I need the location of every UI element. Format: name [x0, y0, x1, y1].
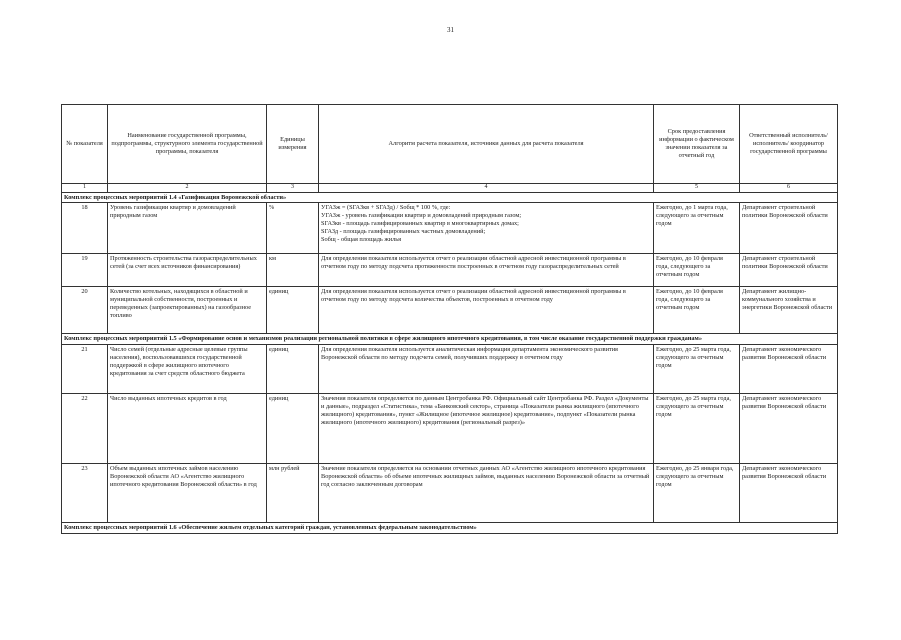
table-row	[62, 464, 838, 523]
row-term: Ежегодно, до 25 марта года, следующего за отчетным годом	[654, 394, 740, 464]
row-term: Ежегодно, до 25 января года, следующего за отчетным годом	[654, 464, 740, 523]
row-term: Ежегодно, до 10 февраля года, следующего за отчетным годом	[654, 287, 740, 334]
table-header-row	[62, 105, 838, 184]
row-algorithm: Для определения показателя используется отчет о реализации областной адресной инвестиционной программы в отчетном году по методу подсчета количества объектов, построенных в отчетном году	[319, 287, 654, 334]
column-number: 1	[62, 184, 108, 193]
row-name: Объем выданных ипотечных займов населению Воронежской области АО «Агентство жилищного ипотечного кредитования Воронежской области» в год	[108, 464, 267, 523]
row-responsible: Департамент экономического развития Воронежской области	[740, 394, 838, 464]
column-number: 6	[740, 184, 838, 193]
row-number: 19	[62, 254, 108, 287]
row-term: Ежегодно, до 10 февраля года, следующего за отчетным годом	[654, 254, 740, 287]
formula-line: SГАЗд - площадь газифицированных частных домовладений;	[321, 227, 486, 235]
row-responsible: Департамент экономического развития Воронежской области	[740, 345, 838, 394]
row-term: Ежегодно, до 1 марта года, следующего за отчетным годом	[654, 203, 740, 254]
row-number: 23	[62, 464, 108, 523]
header-number: № показателя	[62, 105, 108, 184]
table-row	[62, 394, 838, 464]
header-term: Срок предоставления информации о фактическом значении показателя за отчетный год	[654, 105, 740, 184]
row-name: Число выданных ипотечных кредитов в год	[108, 394, 267, 464]
row-number: 20	[62, 287, 108, 334]
row-unit: км	[267, 254, 319, 287]
row-algorithm: Для определения показателя используется отчет о реализации областной адресной инвестиционной программы в отчетном году по методу подсчета протяженности построенных в отчетном году газораспределительных сетей	[319, 254, 654, 287]
row-term: Ежегодно, до 25 марта года, следующего за отчетным годом	[654, 345, 740, 394]
row-number: 21	[62, 345, 108, 394]
column-number: 3	[267, 184, 319, 193]
header-responsible: Ответственный исполнитель/исполнитель/ координатор государственной программы	[740, 105, 838, 184]
row-name: Число семей (отдельные адресные целевые группы населения), воспользовавшихся государственной поддержкой в сфере жилищного ипотечного кредитования за счет средств областного бюджета	[108, 345, 267, 394]
row-unit: единиц	[267, 394, 319, 464]
table-row	[62, 203, 838, 254]
row-responsible: Департамент экономического развития Воронежской области	[740, 464, 838, 523]
table-row	[62, 254, 838, 287]
row-unit: млн рублей	[267, 464, 319, 523]
formula-line: SГАЗкв - площадь газифицированных квартир в многоквартирных домах;	[321, 220, 519, 228]
formula-line: УГАЗж - уровень газификации квартир и домовладений природным газом;	[321, 212, 522, 220]
indicators-table	[61, 104, 838, 534]
row-algorithm: Значение показателя определяется на основании отчетных данных АО «Агентство жилищного ипотечного кредитования Воронежской области» об объеме ипотечных жилищных займов, выданных населению Воронежской области за отчетный год согласно заключенным договорам	[319, 464, 654, 523]
column-number: 2	[108, 184, 267, 193]
section-title-1-6: Комплекс процессных мероприятий 1.6 «Обеспечение жильем отдельных категорий граждан, установленных федеральным законодательством»	[62, 523, 838, 534]
page-number: 31	[447, 26, 454, 34]
header-unit: Единицы измерения	[267, 105, 319, 184]
header-name: Наименование государственной программы, подпрограммы, структурного элемента государственной программы, показателя	[108, 105, 267, 184]
row-number: 22	[62, 394, 108, 464]
header-algorithm: Алгоритм расчета показателя, источники данных для расчета показателя	[319, 105, 654, 184]
row-name: Уровень газификации квартир и домовладений природным газом	[108, 203, 267, 254]
row-name: Количество котельных, находящихся в областной и муниципальной собственности, построенных и переведенных (запроектированных) на газообразное топливо	[108, 287, 267, 334]
section-row	[62, 334, 838, 345]
row-responsible: Департамент жилищно-коммунального хозяйства и энергетики Воронежской области	[740, 287, 838, 334]
section-row	[62, 192, 838, 203]
row-unit: %	[267, 203, 319, 254]
row-algorithm	[319, 203, 654, 254]
formula-line: УГАЗж = (SГАЗкв + SГАЗд) / Sобщ * 100 %, где:	[321, 204, 451, 212]
row-algorithm: Для определения показателя используется аналитическая информация департамента экономического развития Воронежской области по методу подсчета семей, получивших поддержку в отчетном году	[319, 345, 654, 394]
column-number: 5	[654, 184, 740, 193]
table-row	[62, 287, 838, 334]
column-number: 4	[319, 184, 654, 193]
row-number: 18	[62, 203, 108, 254]
row-algorithm: Значения показателя определяется по данным Центробанка РФ. Официальный сайт Центробанка РФ. Раздел «Документы и данные», подраздел «Статистика», тема «Банковский сектор», страница «Показатели рынка жилищного (ипотечного жилищного) кредитования», пункт «Жилищное (ипотечное жилищное) кредитование», подпункт «Показатели рынка жилищного (ипотечного жилищного) кредитования (региональный разрез)»	[319, 394, 654, 464]
row-unit: единиц	[267, 287, 319, 334]
row-name: Протяженность строительства газораспределительных сетей (за счет всех источников финансирования)	[108, 254, 267, 287]
section-title-1-4: Комплекс процессных мероприятий 1.4 «Газификация Воронежской области»	[62, 192, 838, 203]
column-numbers-row	[62, 184, 838, 193]
table-row	[62, 345, 838, 394]
row-responsible: Департамент строительной политики Воронежской области	[740, 203, 838, 254]
formula-line: Sобщ - общая площадь жилья	[321, 235, 401, 243]
row-responsible: Департамент строительной политики Воронежской области	[740, 254, 838, 287]
section-row	[62, 523, 838, 534]
section-title-1-5: Комплекс процессных мероприятий 1.5 «Формирование основ и механизмов реализации региональной политики в сфере жилищного ипотечного кредитования, в том числе оказание государственной поддержки гражданам»	[62, 334, 838, 345]
row-unit: единиц	[267, 345, 319, 394]
